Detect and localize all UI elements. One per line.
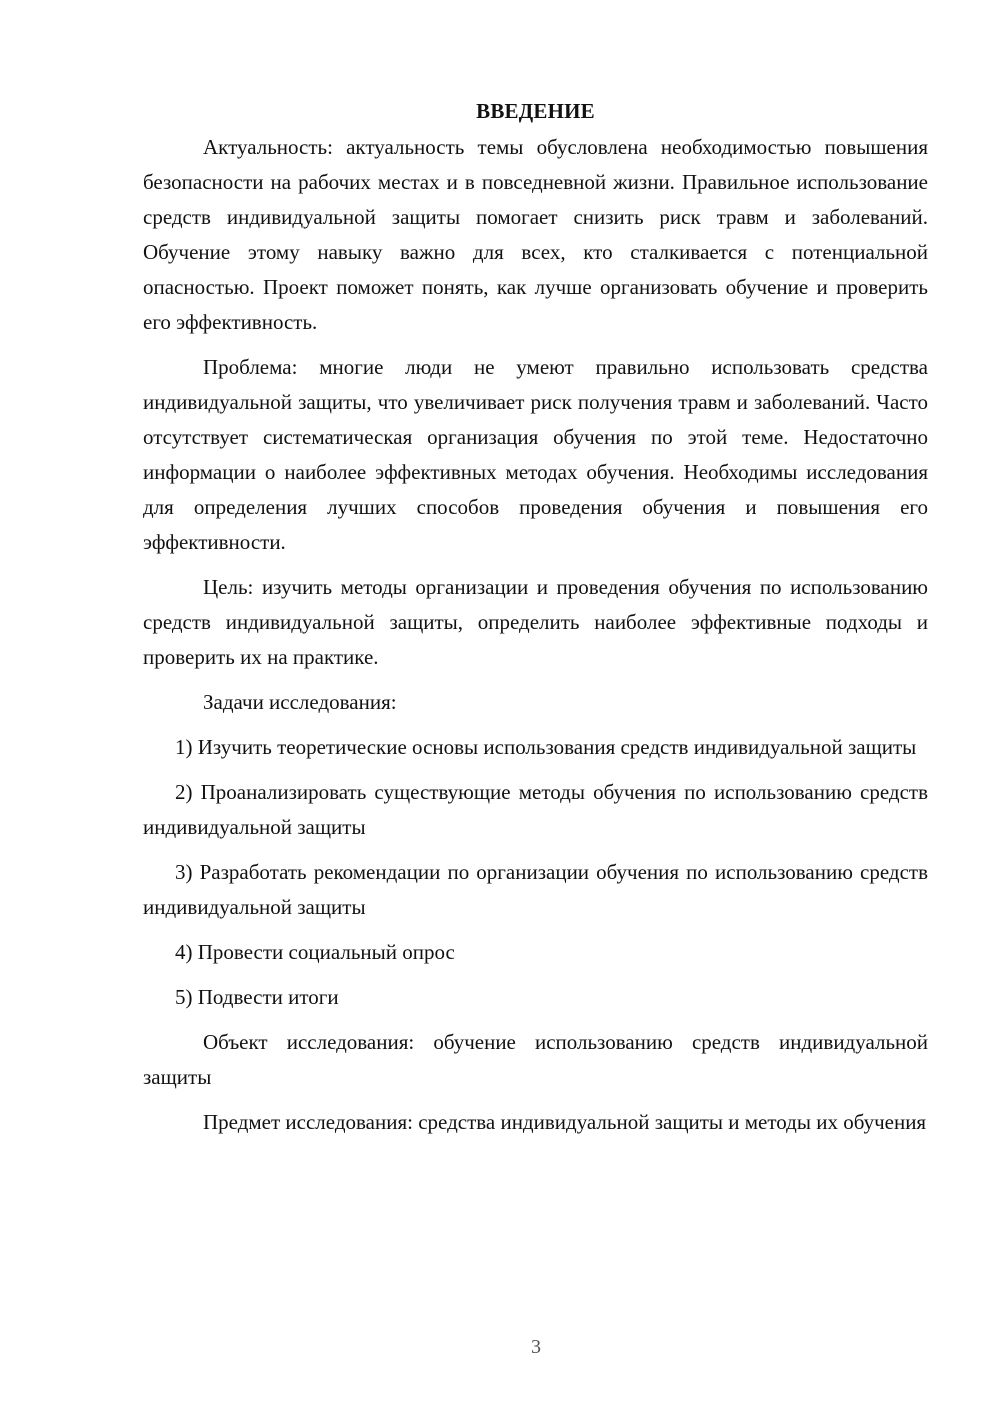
section-title: ВВЕДЕНИЕ — [476, 99, 595, 123]
tasks-heading: Задачи исследования: — [203, 690, 397, 714]
task-item-1: 1) Изучить теоретические основы использования средств индивидуальной защиты — [175, 735, 917, 759]
paragraph-subject: Предмет исследования: средства индивидуальной защиты и методы их обучения — [203, 1110, 927, 1134]
paragraph-goal: Цель: изучить методы организации и проведения обучения по использованию средств индивидуальной защиты, определить наиболее эффективные подходы и проверить их на практике. — [143, 575, 928, 669]
page-number: 3 — [531, 1336, 541, 1358]
task-item-4: 4) Провести социальный опрос — [175, 940, 455, 964]
task-item-5: 5) Подвести итоги — [175, 985, 339, 1009]
page-content — [143, 96, 928, 1150]
paragraph-problem: Проблема: многие люди не умеют правильно использовать средства индивидуальной защиты, что увеличивает риск получения травм и заболеваний. Часто отсутствует систематическая организация обучения по этой теме. Недостаточно информации о наиболее эффективных методах обучения. Необходимы исследования для определения лучших способов проведения обучения и повышения его эффективности. — [143, 355, 928, 554]
task-item-3: 3) Разработать рекомендации по организации обучения по использованию средств индивидуальной защиты — [143, 860, 928, 919]
paragraph-relevance: Актуальность: актуальность темы обусловлена необходимостью повышения безопасности на рабочих местах и в повседневной жизни. Правильное использование средств индивидуальной защиты помогает снизить риск травм и заболеваний. Обучение этому навыку важно для всех, кто сталкивается с потенциальной опасностью. Проект поможет понять, как лучше организовать обучение и проверить его эффективность. — [143, 135, 928, 334]
task-item-2: 2) Проанализировать существующие методы обучения по использованию средств индивидуальной защиты — [143, 780, 928, 839]
paragraph-object: Объект исследования: обучение использованию средств индивидуальной защиты — [143, 1030, 928, 1089]
